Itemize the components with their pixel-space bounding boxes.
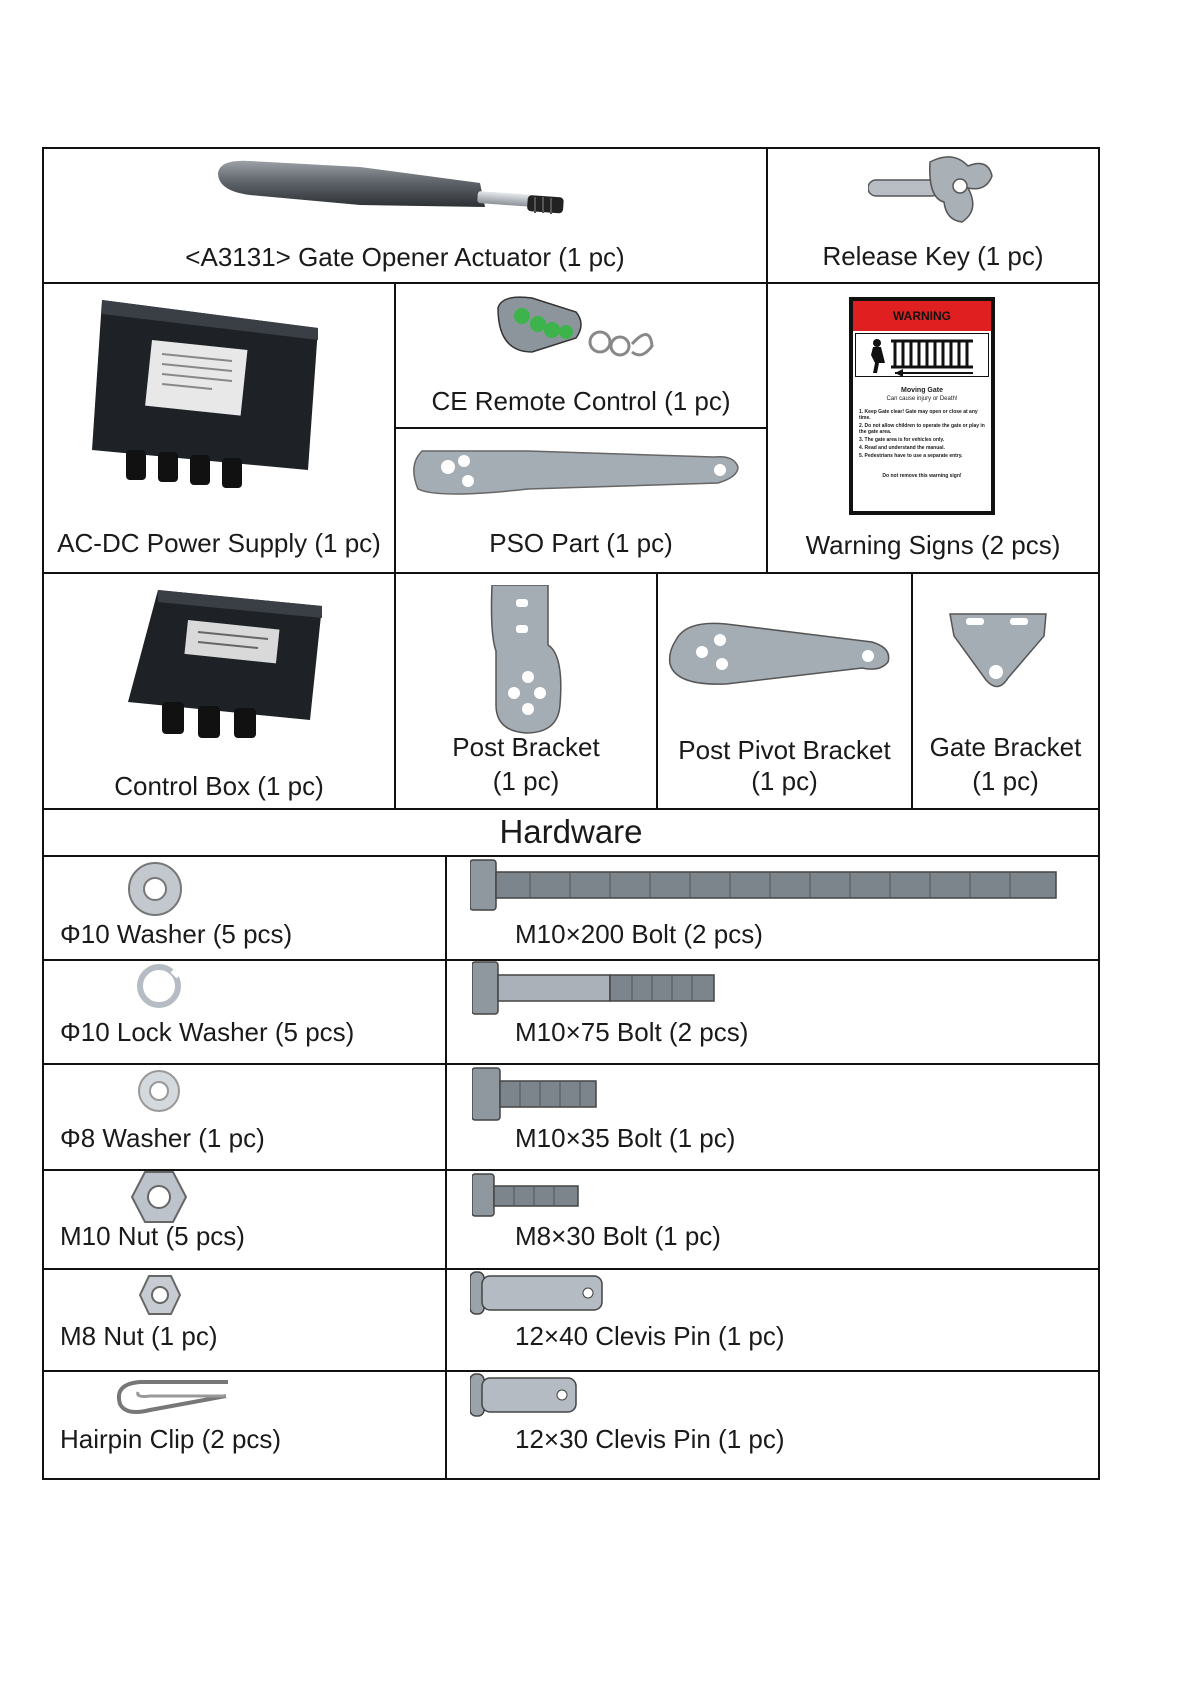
warning-sign-header: WARNING bbox=[853, 301, 991, 331]
row-divider bbox=[42, 572, 1100, 574]
hardware-left-label: Φ8 Washer (1 pc) bbox=[60, 1123, 265, 1153]
warning-sign-footer: Do not remove this warning sign! bbox=[882, 473, 962, 479]
hardware-right-label: M10×200 Bolt (2 pcs) bbox=[515, 919, 763, 949]
col-divider bbox=[445, 855, 447, 1480]
release-key-image bbox=[868, 152, 994, 232]
hardware-right-label: 12×40 Clevis Pin (1 pc) bbox=[515, 1321, 785, 1351]
release-key-label: Release Key (1 pc) bbox=[822, 241, 1044, 271]
post-bracket-qty: (1 pc) bbox=[492, 766, 560, 796]
hardware-right-label: M10×35 Bolt (1 pc) bbox=[515, 1123, 736, 1153]
warning-sign-image bbox=[849, 297, 995, 515]
hardware-right-label: 12×30 Clevis Pin (1 pc) bbox=[515, 1424, 785, 1454]
hardware-left-label: Φ10 Washer (5 pcs) bbox=[60, 919, 293, 949]
nut-8-image bbox=[138, 1274, 182, 1316]
hardware-left-label: M10 Nut (5 pcs) bbox=[60, 1221, 245, 1251]
clevis-pin-12x30-image bbox=[470, 1372, 580, 1418]
warning-sign-item: 1. Keep Gate clear! Gate may open or close at any time. bbox=[859, 409, 978, 421]
post-pivot-bracket-label: Post Pivot Bracket bbox=[678, 735, 891, 765]
bolt-m10x35-image bbox=[472, 1066, 600, 1122]
col-divider bbox=[766, 147, 768, 574]
bolt-m10x75-image bbox=[472, 960, 718, 1016]
hardware-left-label: Φ10 Lock Washer (5 pcs) bbox=[60, 1017, 355, 1047]
clevis-pin-12x40-image bbox=[470, 1270, 606, 1316]
row-divider bbox=[42, 1063, 1100, 1065]
pso-part-image bbox=[408, 445, 744, 509]
power-supply-label: AC-DC Power Supply (1 pc) bbox=[57, 528, 381, 558]
gate-bracket-image bbox=[948, 608, 1048, 698]
bolt-m10x200-image bbox=[470, 858, 1060, 912]
pso-part-label: PSO Part (1 pc) bbox=[489, 528, 673, 558]
actuator-label: <A3131> Gate Opener Actuator (1 pc) bbox=[185, 242, 625, 272]
warning-sign-item: 4. Read and understand the manual. bbox=[859, 445, 945, 451]
row-divider bbox=[42, 1169, 1100, 1171]
lock-washer-image bbox=[136, 963, 182, 1009]
remote-control-label: CE Remote Control (1 pc) bbox=[431, 386, 731, 416]
warning-sign-item: 2. Do not allow children to operate the gate or play in the gate area. bbox=[859, 423, 985, 435]
warning-sign-subtitle: Moving Gate bbox=[900, 387, 943, 394]
post-pivot-bracket-image bbox=[666, 620, 896, 692]
remote-control-image bbox=[492, 294, 662, 374]
hardware-heading: Hardware bbox=[499, 813, 643, 850]
gate-pictogram bbox=[855, 333, 989, 377]
actuator-image bbox=[210, 155, 580, 233]
hardware-right-label: M10×75 Bolt (2 pcs) bbox=[515, 1017, 749, 1047]
bolt-m8x30-image bbox=[472, 1172, 582, 1218]
nut-10-image bbox=[130, 1170, 188, 1224]
control-box-image bbox=[128, 590, 322, 740]
post-bracket-label: Post Bracket bbox=[452, 732, 600, 762]
post-pivot-bracket-qty: (1 pc) bbox=[751, 766, 818, 796]
warning-sign-item: 5. Pedestrians have to use a separate entry. bbox=[859, 453, 963, 459]
washer-8-image bbox=[136, 1068, 182, 1114]
warning-sign-item: 3. The gate area is for vehicles only. bbox=[859, 437, 945, 443]
washer-10-image bbox=[126, 860, 184, 918]
border-top bbox=[42, 147, 1100, 149]
border-right bbox=[1098, 147, 1100, 1480]
control-box-label: Control Box (1 pc) bbox=[114, 771, 324, 801]
hardware-left-label: M8 Nut (1 pc) bbox=[60, 1321, 218, 1351]
border-bottom bbox=[42, 1478, 1100, 1480]
hardware-left-label: Hairpin Clip (2 pcs) bbox=[60, 1424, 282, 1454]
gate-bracket-qty: (1 pc) bbox=[972, 766, 1039, 796]
warning-sign-subtitle2: Can cause injury or Death! bbox=[886, 396, 958, 402]
gate-bracket-label: Gate Bracket bbox=[929, 732, 1082, 762]
row-divider bbox=[395, 427, 767, 429]
row-divider bbox=[42, 855, 1100, 857]
warning-signs-label: Warning Signs (2 pcs) bbox=[805, 530, 1061, 560]
hairpin-clip-image bbox=[110, 1374, 234, 1420]
post-bracket-image bbox=[488, 585, 564, 735]
row-divider bbox=[42, 282, 1100, 284]
hardware-right-label: M8×30 Bolt (1 pc) bbox=[515, 1221, 721, 1251]
power-supply-image bbox=[82, 300, 322, 496]
